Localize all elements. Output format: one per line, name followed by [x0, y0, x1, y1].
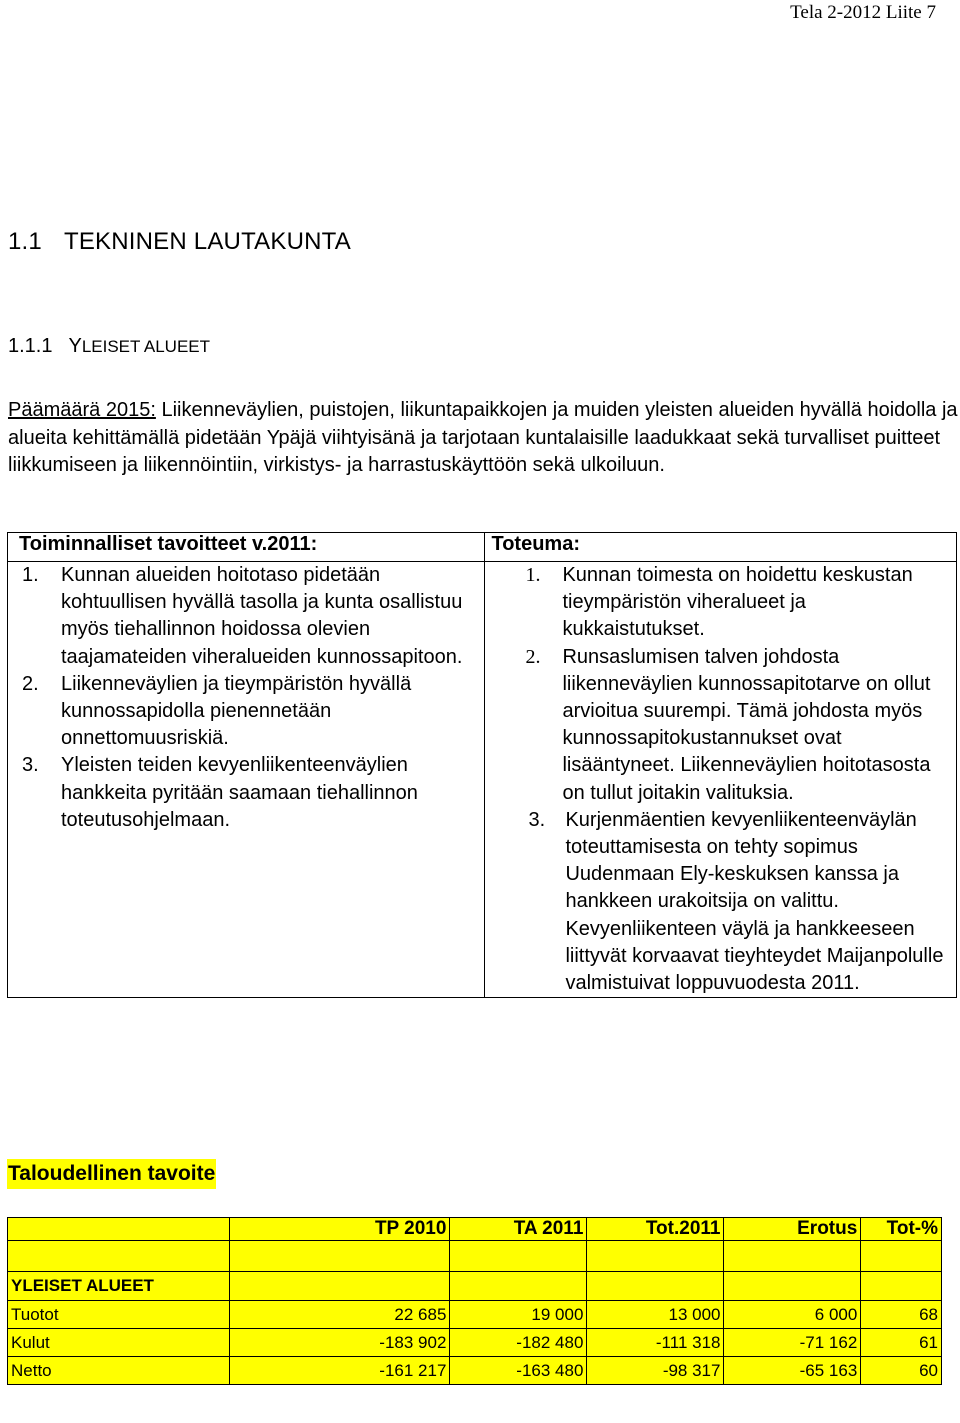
- finance-row-netto: [8, 1357, 942, 1385]
- objectives-left-header: Toiminnalliset tavoitteet v.2011:: [8, 533, 485, 562]
- objective-text: Liikenneväylien ja tieympäristön hyvällä kunnossapidolla pienennetään onnettomuusriskiä.: [61, 672, 412, 750]
- objective-marker: 2.: [22, 672, 39, 695]
- finance-row-label: Kulut: [8, 1329, 230, 1357]
- objective-text: Kunnan alueiden hoitotaso pidetään kohtuullisen hyvällä tasolla ja kunta osallistuu myös tiehallinnon hoidossa olevien taajamateiden viheralueiden kunnossapitoon.: [61, 564, 463, 668]
- objectives-content-row: [8, 562, 957, 998]
- finance-header-row: [8, 1218, 942, 1241]
- finance-col-header: Tot.2011: [587, 1218, 724, 1241]
- finance-spacer-row: [8, 1241, 942, 1272]
- objectives-left-cell: [8, 562, 485, 998]
- result-item: [485, 562, 956, 644]
- subsection-title-initial: Y: [68, 335, 82, 357]
- finance-col-header: Tot-%: [861, 1218, 942, 1241]
- finance-cell: -183 902: [229, 1329, 450, 1357]
- result-text: Runsaslumisen talven johdosta liikenneväylien kunnossapitotarve on ollut arvioitua suurempi. Tämä johdosta myös kunnossapitokustannukset ovat lisääntyneet. Liikenneväylien hoitotasosta on tullut joitakin valituksia.: [562, 645, 931, 804]
- results-list: [485, 562, 956, 997]
- goal-label: Päämäärä 2015:: [8, 399, 156, 421]
- finance-title: Taloudellinen tavoite: [7, 1159, 216, 1189]
- result-marker: 1.: [525, 564, 541, 586]
- objective-marker: 1.: [22, 564, 39, 586]
- result-item: [485, 644, 956, 807]
- finance-row-tuotot: [8, 1301, 942, 1329]
- objectives-right-header: Toteuma:: [485, 533, 957, 562]
- finance-cell: 61: [861, 1329, 942, 1357]
- document-reference: Tela 2-2012 Liite 7: [790, 2, 936, 23]
- objectives-table: [7, 532, 957, 998]
- finance-col-header: Erotus: [724, 1218, 861, 1241]
- finance-cell: -111 318: [587, 1329, 724, 1357]
- section-heading: [8, 228, 351, 256]
- finance-cell: -71 162: [724, 1329, 861, 1357]
- finance-cell: -161 217: [229, 1357, 450, 1385]
- finance-section-row: [8, 1272, 942, 1301]
- finance-row-label: Netto: [8, 1357, 230, 1385]
- objectives-list: [8, 562, 484, 834]
- finance-section-label: YLEISET ALUEET: [8, 1272, 230, 1301]
- finance-header-empty: [8, 1218, 230, 1241]
- result-text: Kurjenmäentien kevyenliikenteenväylän toteuttamisesta on tehty sopimus Uudenmaan Ely-keskuksen kanssa ja hankkeen urakoitsija on valittu. Kevyenliikenteen väylä ja hankkeeseen liittyvät korvaavat tieyhteydet Maijanpolulle valmistuivat loppuvuodesta 2011.: [565, 808, 944, 995]
- finance-cell: -98 317: [587, 1357, 724, 1385]
- objective-item: [8, 752, 484, 834]
- result-marker: 2.: [525, 645, 541, 668]
- objective-marker: 3.: [22, 754, 39, 777]
- objective-text: Yleisten teiden kevyenliikenteenväylien hankkeita pyritään saamaan tiehallinnon toteutusohjelmaan.: [61, 754, 418, 831]
- finance-row-label: Tuotot: [8, 1301, 230, 1329]
- goal-paragraph: [8, 397, 958, 480]
- finance-cell: 68: [861, 1301, 942, 1329]
- finance-cell: 13 000: [587, 1301, 724, 1329]
- finance-cell: 22 685: [229, 1301, 450, 1329]
- finance-cell: -182 480: [450, 1329, 587, 1357]
- subsection-heading: [8, 335, 210, 358]
- section-title: TEKNINEN LAUTAKUNTA: [63, 228, 351, 255]
- subsection-number: 1.1.1: [8, 335, 53, 357]
- subsection-title-rest: LEISET ALUEET: [81, 337, 211, 356]
- section-number: 1.1: [8, 228, 42, 255]
- objective-item: [8, 671, 484, 753]
- finance-cell: 60: [861, 1357, 942, 1385]
- result-item: [485, 807, 956, 997]
- finance-col-header: TP 2010: [229, 1218, 450, 1241]
- goal-text: Liikenneväylien, puistojen, liikuntapaikkojen ja muiden yleisten alueiden hyvällä hoidolla ja alueita kehittämällä pidetään Ypäjä viihtyisänä ja tarjotaan kuntalaisille laadukkaat sekä turvalliset puitteet liikkumiseen ja liikennöintiin, virkistys- ja harrastuskäyttöön sekä ulkoiluun.: [8, 399, 958, 477]
- finance-cell: -65 163: [724, 1357, 861, 1385]
- result-marker: 3.: [528, 808, 546, 831]
- finance-cell: 19 000: [450, 1301, 587, 1329]
- objectives-right-cell: [485, 562, 957, 998]
- finance-row-kulut: [8, 1329, 942, 1357]
- result-text: Kunnan toimesta on hoidettu keskustan tieympäristön viheralueet ja kukkaistutukset.: [562, 564, 913, 641]
- finance-col-header: TA 2011: [450, 1218, 587, 1241]
- finance-cell: 6 000: [724, 1301, 861, 1329]
- objectives-header-row: [8, 533, 957, 562]
- finance-cell: -163 480: [450, 1357, 587, 1385]
- finance-table: [7, 1217, 942, 1385]
- objective-item: [8, 562, 484, 671]
